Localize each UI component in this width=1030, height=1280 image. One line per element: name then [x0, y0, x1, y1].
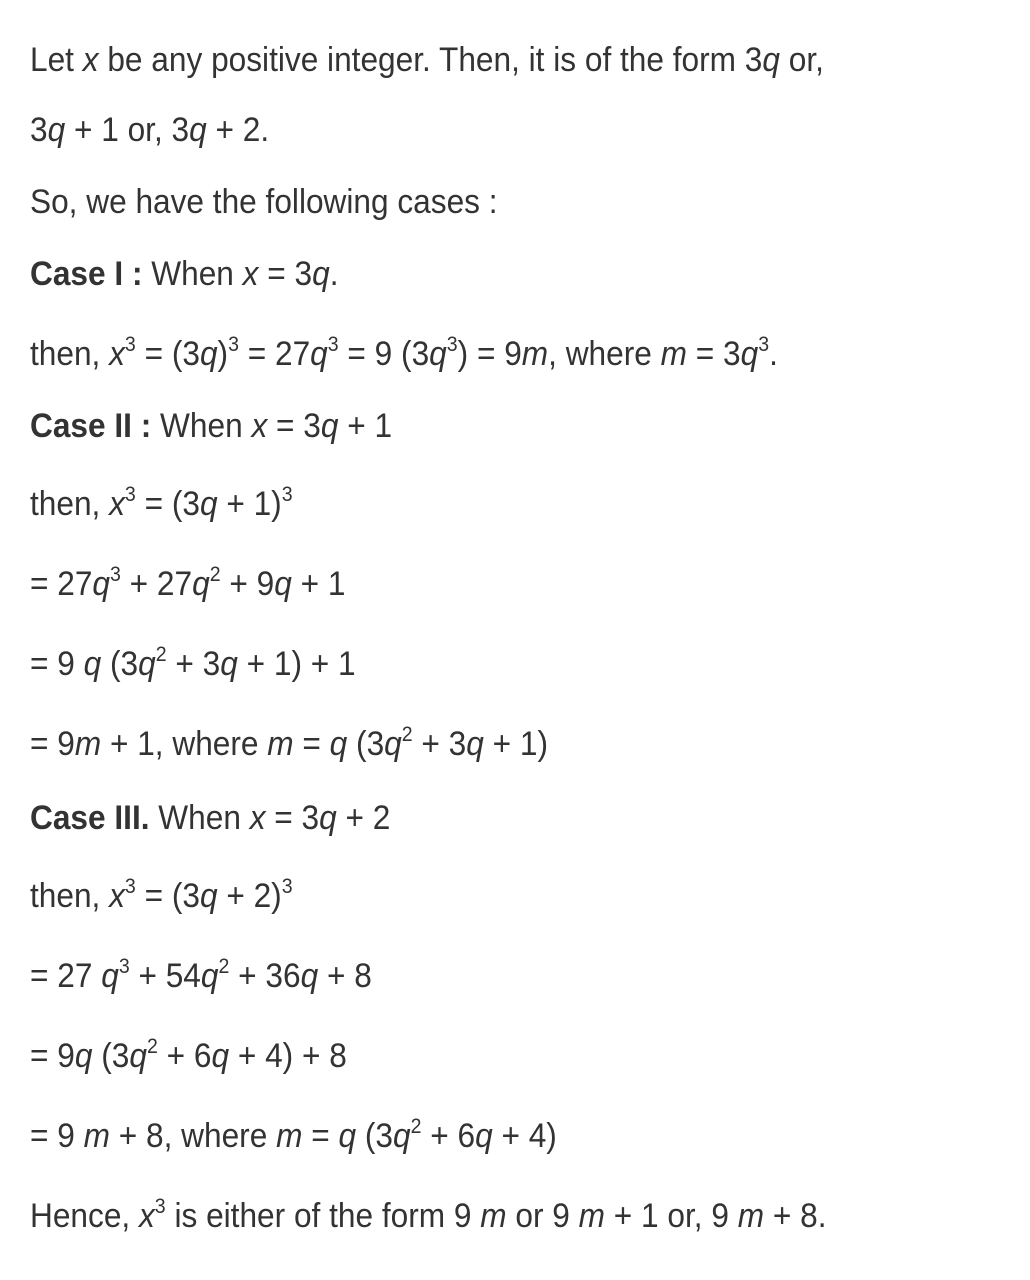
text-run: (3	[92, 1037, 130, 1075]
math-variable: x	[109, 877, 125, 915]
solution-line	[30, 724, 548, 764]
math-variable: q	[189, 111, 207, 149]
solution-line	[30, 1036, 347, 1076]
solution-line	[30, 182, 498, 222]
text-run: .	[769, 335, 778, 373]
text-run: + 4)	[492, 1117, 557, 1155]
exponent: 2	[155, 643, 167, 666]
text-run: = 3	[265, 799, 320, 837]
math-variable: x	[242, 255, 259, 293]
text-run: Hence,	[30, 1197, 139, 1235]
exponent: 3	[110, 563, 121, 586]
solution-line	[30, 644, 356, 684]
exponent: 2	[401, 723, 413, 746]
text-run: + 8	[318, 957, 372, 995]
math-variable: q	[274, 565, 292, 603]
exponent: 3	[327, 333, 339, 356]
text-run: + 27	[120, 565, 193, 603]
text-run: then,	[30, 485, 110, 523]
math-variable: q	[429, 335, 447, 373]
math-variable: m	[267, 725, 294, 763]
exponent: 3	[758, 333, 770, 356]
text-run: = 9	[30, 725, 75, 763]
math-variable: q	[129, 1037, 147, 1075]
case-heading: Case II :	[30, 407, 152, 445]
math-variable: q	[312, 255, 330, 293]
text-run: When	[149, 799, 250, 837]
math-variable: q	[392, 1117, 411, 1155]
math-variable: q	[329, 725, 348, 763]
text-run: + 1 or, 3	[65, 111, 190, 149]
solution-line	[30, 1196, 826, 1236]
text-run: + 3	[412, 725, 467, 763]
text-run: = 3	[267, 407, 321, 445]
solution-line	[30, 334, 778, 374]
text-run: + 1	[338, 407, 393, 445]
text-run: = 27	[30, 565, 93, 603]
text-run: (3	[101, 645, 139, 683]
text-run: + 1) + 1	[237, 645, 356, 683]
text-run: = (3	[135, 485, 200, 523]
solution-line	[30, 1116, 557, 1156]
math-variable: x	[109, 335, 125, 373]
exponent: 2	[209, 563, 221, 586]
text-run: be any positive integer. Then, it is of the form 3	[98, 41, 763, 79]
math-variable: q	[47, 111, 66, 149]
text-run: + 6	[157, 1037, 212, 1075]
math-variable: m	[578, 1197, 606, 1235]
text-run: + 1)	[217, 485, 282, 523]
text-run: = 9	[30, 1037, 75, 1075]
text-run: = 9 (3	[338, 335, 430, 373]
solution-line	[30, 956, 372, 996]
math-variable: q	[740, 335, 759, 373]
math-variable: x	[109, 485, 125, 523]
math-variable: q	[83, 645, 102, 683]
solution-line	[30, 40, 824, 80]
solution-line	[30, 254, 338, 294]
math-variable: q	[310, 335, 328, 373]
text-run: then,	[30, 877, 110, 915]
solution-line	[30, 110, 269, 150]
math-variable: x	[251, 407, 268, 445]
math-variable: x	[138, 1197, 155, 1235]
math-variable: q	[200, 957, 219, 995]
exponent: 2	[410, 1115, 422, 1138]
math-variable: m	[83, 1117, 110, 1155]
text-run: (3	[347, 725, 385, 763]
text-run: + 9	[220, 565, 275, 603]
math-variable: q	[220, 645, 238, 683]
text-run: ) = 9	[457, 335, 522, 373]
text-run: .	[329, 255, 339, 293]
text-run: = 3	[258, 255, 313, 293]
solution-line	[30, 798, 390, 838]
text-run: + 54	[129, 957, 201, 995]
text-run: When	[142, 255, 243, 293]
math-variable: m	[276, 1117, 303, 1155]
text-run: Let	[30, 41, 83, 79]
text-run: = 27	[30, 957, 102, 995]
text-run: =	[302, 1117, 339, 1155]
text-run: + 2	[336, 799, 391, 837]
math-variable: q	[74, 1037, 93, 1075]
math-variable: q	[199, 335, 218, 373]
math-variable: q	[192, 565, 210, 603]
math-variable: q	[475, 1117, 493, 1155]
text-run: , where	[548, 335, 661, 373]
text-run: + 6	[421, 1117, 476, 1155]
text-run: (3	[356, 1117, 393, 1155]
text-run: = 27	[238, 335, 311, 373]
text-run: or 9	[506, 1197, 579, 1235]
text-run: + 8.	[764, 1197, 827, 1235]
math-variable: m	[74, 725, 102, 763]
exponent: 3	[124, 483, 136, 506]
text-run: + 3	[166, 645, 221, 683]
text-run: or,	[779, 41, 824, 79]
exponent: 3	[118, 955, 130, 978]
solution-line	[30, 876, 293, 916]
exponent: 2	[146, 1035, 158, 1058]
text-run: 3	[30, 111, 48, 149]
text-run: = 9	[30, 645, 84, 683]
exponent: 3	[281, 483, 293, 506]
case-heading: Case I :	[30, 255, 143, 293]
math-variable: q	[199, 877, 218, 915]
math-variable: q	[138, 645, 156, 683]
exponent: 3	[124, 333, 136, 356]
text-run: + 1	[291, 565, 346, 603]
text-run: + 8, where	[109, 1117, 277, 1155]
math-variable: m	[660, 335, 687, 373]
math-variable: x	[249, 799, 266, 837]
text-run: + 2)	[217, 877, 282, 915]
math-variable: q	[762, 41, 780, 79]
case-heading: Case III.	[30, 799, 150, 837]
exponent: 3	[446, 333, 458, 356]
text-run: = (3	[135, 877, 200, 915]
math-variable: x	[82, 41, 99, 79]
text-run: + 1, where	[101, 725, 268, 763]
math-variable: q	[211, 1037, 230, 1075]
text-run: is either of the form 9	[165, 1197, 481, 1235]
math-variable: q	[319, 799, 337, 837]
solution-line	[30, 564, 345, 604]
text-run: =	[293, 725, 330, 763]
text-run: + 2.	[206, 111, 270, 149]
text-run: = 3	[686, 335, 741, 373]
math-variable: q	[101, 957, 119, 995]
solution-line	[30, 484, 293, 524]
math-variable: m	[521, 335, 549, 373]
text-run: So, we have the following cases :	[30, 183, 498, 221]
text-run: = (3	[135, 335, 200, 373]
text-run: + 36	[229, 957, 301, 995]
math-variable: q	[338, 1117, 357, 1155]
math-variable: q	[320, 407, 339, 445]
exponent: 3	[281, 875, 293, 898]
text-run: + 1 or, 9	[605, 1197, 738, 1235]
math-variable: q	[92, 565, 111, 603]
math-variable: q	[199, 485, 218, 523]
exponent: 3	[154, 1195, 166, 1218]
text-run: = 9	[30, 1117, 84, 1155]
math-variable: m	[480, 1197, 507, 1235]
text-run: then,	[30, 335, 110, 373]
text-run: + 1)	[483, 725, 549, 763]
exponent: 2	[218, 955, 230, 978]
exponent: 3	[228, 333, 239, 356]
text-run: )	[217, 335, 229, 373]
exponent: 3	[124, 875, 136, 898]
text-run: When	[151, 407, 252, 445]
solution-line	[30, 406, 392, 446]
text-run: + 4) + 8	[229, 1037, 347, 1075]
math-variable: q	[300, 957, 319, 995]
math-variable: q	[466, 725, 484, 763]
math-variable: q	[384, 725, 402, 763]
math-variable: m	[737, 1197, 765, 1235]
